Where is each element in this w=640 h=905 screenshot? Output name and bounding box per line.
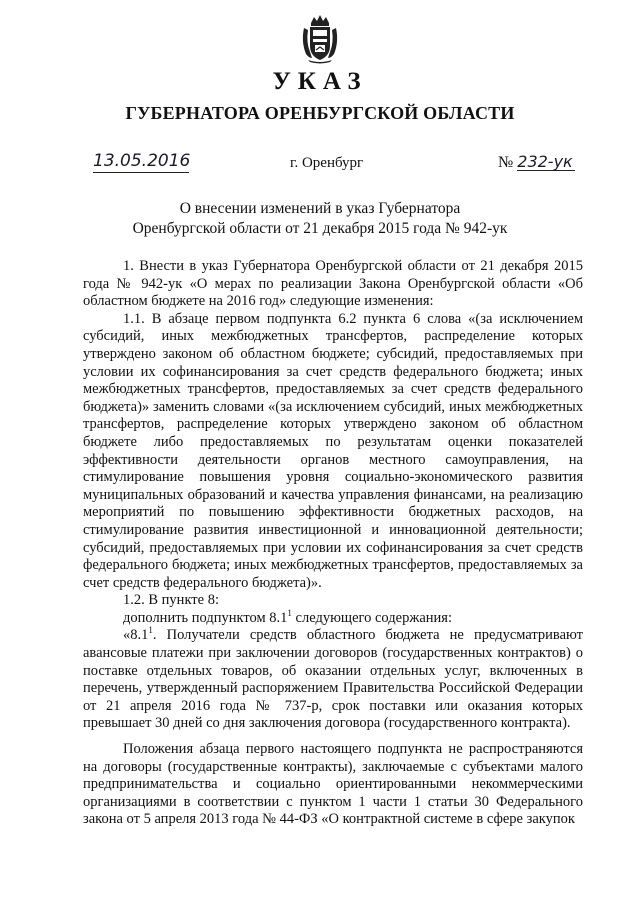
decree-city: г. Оренбург — [290, 155, 364, 171]
paragraph-add-subclause — [83, 610, 583, 628]
add-subclause-text-end: следующего содержания: — [291, 609, 452, 626]
add-subclause-text: дополнить подпунктом 8.1 — [123, 609, 288, 626]
oren-coat-of-arms-icon — [300, 14, 340, 64]
paragraph-8-1-1 — [83, 627, 583, 733]
subject-line-2: Оренбургской области от 21 декабря 2015 года № 942-ук — [132, 220, 508, 237]
decree-subject — [0, 199, 640, 239]
superscript: 1 — [287, 608, 292, 619]
paragraph-1: 1. Внести в указ Губернатора Оренбургской области от 21 декабря 2015 года № 942-ук «О мерах по реализации Закона Оренбургской области «Об областном бюджете на 2016 год» следующие изменения: — [83, 258, 583, 310]
number-label: № — [498, 154, 514, 171]
paragraph-1-2: 1.2. В пункте 8: — [123, 592, 219, 609]
paragraph-1-1: 1.1. В абзаце первом подпункта 6.2 пункта 6 слова «(за исключением субсидий, иных межбюджетных трансфертов, распределение которых утверждено законом об областном бюджете; субсидий, предоставляемых при условии их софинансирования за счет средств федерального бюджета; иных межбюджетных трансфертов, предоставляемых за счет средств федерального бюджета)» заменить словами «(за исключением субсидий, иных межбюджетных трансфертов, распределение которых утверждено законом об областном бюджете либо предоставляемых по результатам оценки показателей эффективности деятельности органов местного самоуправления, на стимулирование повышения уровня социально-экономического развития муниципальных образований и качества управления финансами, на реализацию мероприятий по повышению эффективности бюджетных расходов, на стимулирование развития инвестиционной и инновационной деятельности; субсидий, предоставляемых при условии их софинансирования за счет средств федерального бюджета; иных межбюджетных трансфертов, предоставляемых за счет средств федерального бюджета)». — [83, 310, 583, 591]
decree-issuer: ГУБЕРНАТОРА ОРЕНБУРГСКОЙ ОБЛАСТИ — [125, 103, 515, 123]
clause-number: «8.1 — [123, 627, 149, 644]
decree-number — [498, 153, 575, 172]
paragraph-exceptions: Положения абзаца первого настоящего подпункта не распространяются на договоры (государственные контракты), заключаемые с субъектами малого предпринимательства и социально ориентированными некоммерческими организациями в соответствии с пунктом 1 части 1 статьи 30 Федерального закона от 5 апреля 2013 года № 44-ФЗ «О контрактной системе в сфере закупок — [83, 741, 583, 828]
clause-text: . Получатели средств областного бюджета не предусматривают авансовые платежи при заключении договоров (государственных контрактов) о поставке отдельных товаров, об оказании отдельных услуг, включенных в перечень, утвержденный распоряжением Правительства Российской Федерации от 21 апреля 2016 года № 737-р, срок поставки или оказания которых превышает 30 дней со дня заключения договора (государственного контракта). — [83, 627, 583, 732]
decree-title: УКАЗ — [272, 68, 368, 95]
superscript: 1 — [148, 625, 153, 636]
decree-date: 13.05.2016 — [93, 151, 191, 171]
number-value: 232-ук — [517, 153, 575, 171]
subject-line-1: О внесении изменений в указ Губернатора — [179, 200, 461, 217]
decree-body — [83, 258, 583, 829]
